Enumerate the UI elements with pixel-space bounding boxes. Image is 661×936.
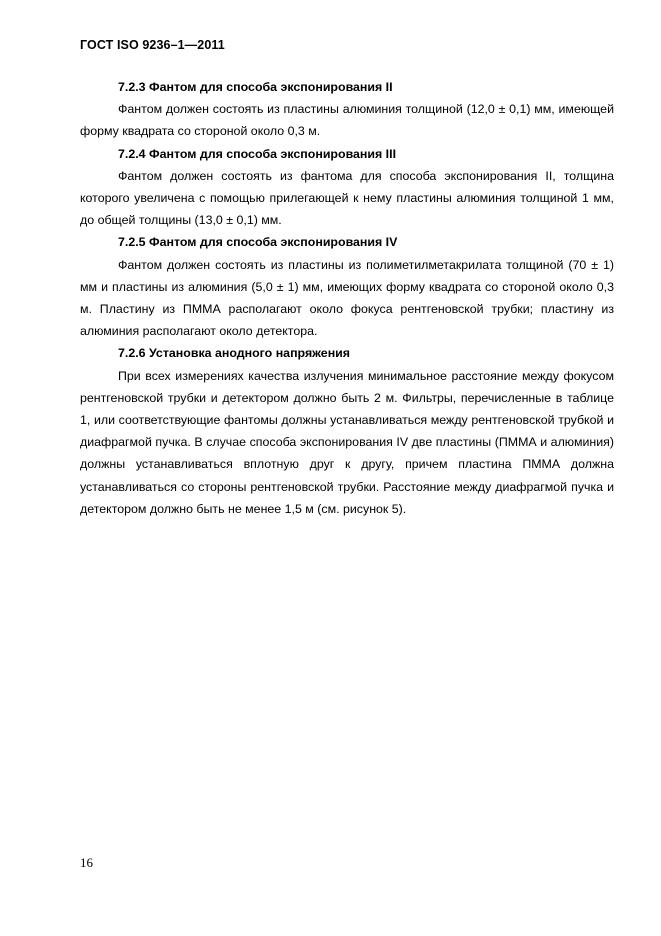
section-7-2-3 [80,76,614,143]
section-heading: 7.2.4 Фантом для способа экспонирования III [118,146,397,161]
section-heading: 7.2.5 Фантом для способа экспонирования IV [118,235,398,250]
section-paragraph: При всех измерениях качества излучения минимальное расстояние между фокусом рентгеновской трубки и детектором должно быть 2 м. Фильтры, перечисленные в таблице 1, или соответствующие фантомы должны устанавливаться между рентгеновской трубкой и диафрагмой пучка. В случае способа экспонирования IV две пластины (ПММА и алюминия) должны устанавливаться вплотную друг к другу, причем пластина ПММА должна устанавливаться со стороны рентгеновской трубки. Расстояние между диафрагмой пучка и детектором должно быть не менее 1,5 м (см. рисунок 5). [80,368,614,516]
section-paragraph: Фантом должен состоять из пластины алюминия толщиной (12,0 ± 0,1) мм, имеющей форму квадрата со стороной около 0,3 м. [80,102,614,139]
section-heading: 7.2.6 Установка анодного напряжения [118,346,351,361]
section-paragraph: Фантом должен состоять из фантома для способа экспонирования II, толщина которого увеличена с помощью прилегающей к нему пластины алюминия толщиной 1 мм, до общей толщины (13,0 ± 0,1) мм. [80,168,614,228]
page-number: 16 [80,855,93,870]
section-7-2-4 [80,143,614,232]
section-heading: 7.2.3 Фантом для способа экспонирования II [118,80,393,94]
section-7-2-5 [80,231,614,342]
document-header: ГОСТ ISO 9236–1—2011 [80,38,225,52]
section-7-2-6 [80,342,614,520]
document-body [80,76,614,520]
section-paragraph: Фантом должен состоять из пластины из полиметилметакрилата толщиной (70 ± 1) мм и пластины из алюминия (5,0 ± 1) мм, имеющих форму квадрата со стороной около 0,3 м. Пластину из ПММА располагают около фокуса рентгеновской трубки; пластину из алюминия располагают около детектора. [80,257,614,339]
